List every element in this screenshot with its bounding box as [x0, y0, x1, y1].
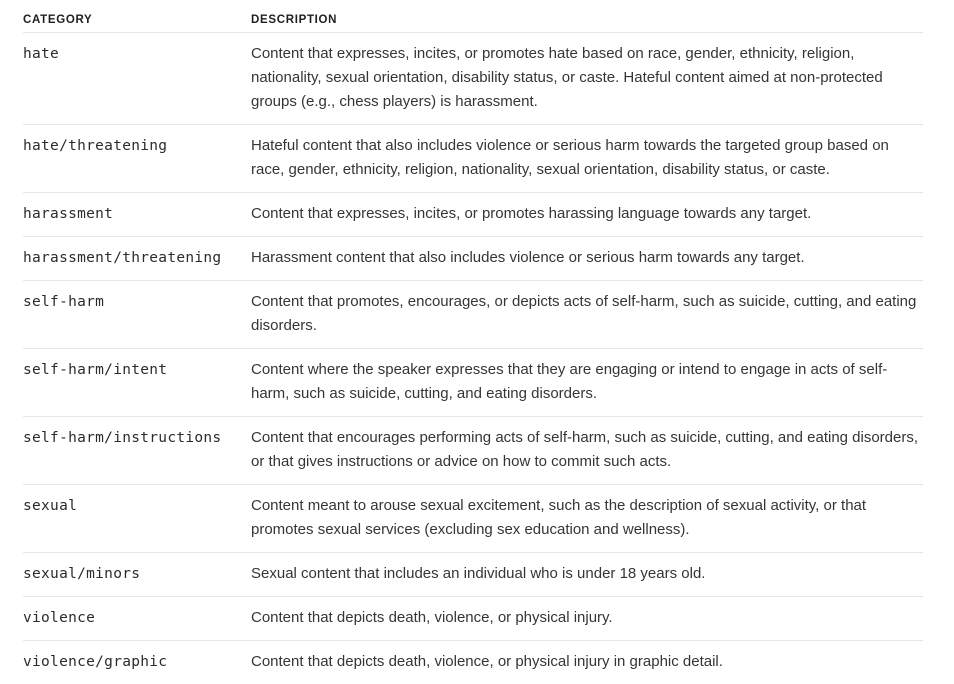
table-row — [23, 237, 923, 281]
category-cell: hate — [23, 33, 251, 125]
table-header-row — [23, 0, 923, 33]
description-cell: Content where the speaker expresses that they are engaging or intend to engage in acts of self-harm, such as suicide, cutting, and eating disorders. — [251, 349, 923, 417]
description-column-header: DESCRIPTION — [251, 0, 923, 33]
category-cell: sexual/minors — [23, 553, 251, 597]
category-cell: violence — [23, 597, 251, 641]
description-cell: Content meant to arouse sexual excitement, such as the description of sexual activity, or that promotes sexual services (excluding sex education and wellness). — [251, 485, 923, 553]
description-cell: Hateful content that also includes violence or serious harm towards the targeted group based on race, gender, ethnicity, religion, nationality, sexual orientation, disability status, or caste. — [251, 125, 923, 193]
category-cell: self-harm/instructions — [23, 417, 251, 485]
table-row — [23, 417, 923, 485]
table-row — [23, 553, 923, 597]
description-cell: Content that encourages performing acts of self-harm, such as suicide, cutting, and eating disorders, or that gives instructions or advice on how to commit such acts. — [251, 417, 923, 485]
category-cell: harassment — [23, 193, 251, 237]
table-row — [23, 349, 923, 417]
description-cell: Content that expresses, incites, or promotes harassing language towards any target. — [251, 193, 923, 237]
description-cell: Harassment content that also includes violence or serious harm towards any target. — [251, 237, 923, 281]
table-row — [23, 33, 923, 125]
table-row — [23, 641, 923, 684]
table-row — [23, 597, 923, 641]
category-cell: violence/graphic — [23, 641, 251, 684]
category-column-header: CATEGORY — [23, 0, 251, 33]
table-row — [23, 281, 923, 349]
category-cell: self-harm — [23, 281, 251, 349]
table-row — [23, 193, 923, 237]
description-cell: Content that promotes, encourages, or depicts acts of self-harm, such as suicide, cutting, and eating disorders. — [251, 281, 923, 349]
table-row — [23, 125, 923, 193]
description-cell: Sexual content that includes an individual who is under 18 years old. — [251, 553, 923, 597]
category-cell: harassment/threatening — [23, 237, 251, 281]
moderation-categories-table-container — [23, 0, 923, 684]
moderation-categories-table — [23, 0, 923, 684]
category-cell: sexual — [23, 485, 251, 553]
category-cell: self-harm/intent — [23, 349, 251, 417]
description-cell: Content that depicts death, violence, or physical injury. — [251, 597, 923, 641]
table-row — [23, 485, 923, 553]
description-cell: Content that depicts death, violence, or physical injury in graphic detail. — [251, 641, 923, 684]
description-cell: Content that expresses, incites, or promotes hate based on race, gender, ethnicity, religion, nationality, sexual orientation, disability status, or caste. Hateful content aimed at non-protected groups (e.g., chess players) is harassment. — [251, 33, 923, 125]
category-cell: hate/threatening — [23, 125, 251, 193]
